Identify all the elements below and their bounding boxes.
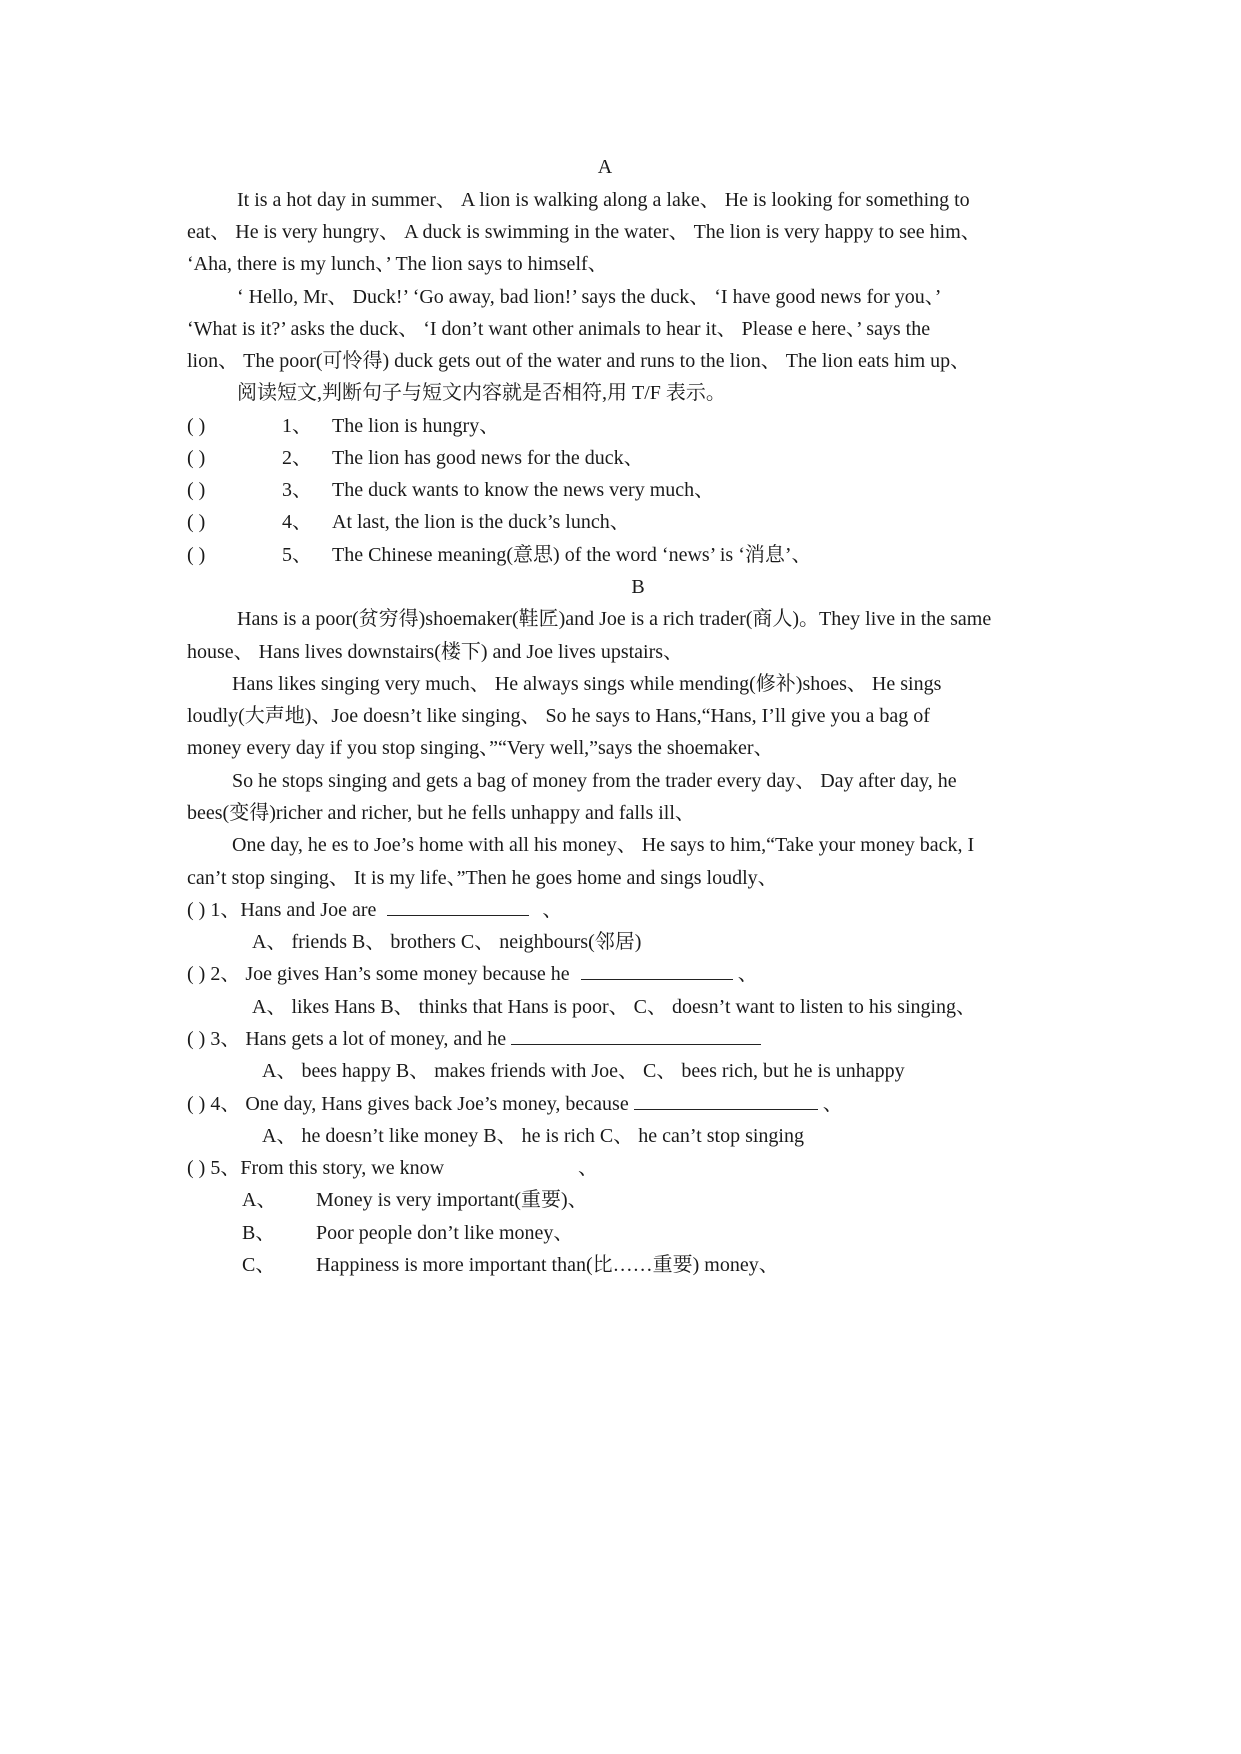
mc-question-5-option-a-text: Money is very important(重要)、 — [316, 1189, 588, 1211]
section-b-paragraph2-line1: Hans likes singing very much、 He always sings while mending(修补)shoes、 He sings — [232, 673, 942, 695]
mc-question-4-answer-blank[interactable] — [634, 1108, 818, 1110]
mc-question-5-option-b-text: Poor people don’t like money、 — [316, 1222, 574, 1244]
section-a-paragraph2-line2: ‘What is it?’ asks the duck、 ‘I don’t want other animals to hear it、 Please e here、’ says the — [187, 318, 931, 340]
mc-question-4-tail: 、 — [822, 1093, 843, 1115]
mc-question-2-stem: ( ) 2、 Joe gives Han’s some money because he — [187, 963, 570, 985]
question-text-2: The lion has good news for the duck、 — [332, 447, 644, 469]
mc-question-1-tail: 、 — [542, 899, 563, 921]
mc-question-4 — [187, 1094, 843, 1114]
question-text-4: At last, the lion is the duck’s lunch、 — [332, 511, 630, 533]
section-b-paragraph3-line2: bees(变得)richer and richer, but he fells unhappy and falls ill、 — [187, 802, 695, 824]
section-a-paragraph1-line2: eat、 He is very hungry、 A duck is swimming in the water、 The lion is very happy to see him、 — [187, 221, 981, 243]
tf-answer-blank-3[interactable]: ( ) — [187, 479, 206, 501]
mc-question-5-option-b-letter: B、 — [242, 1222, 276, 1244]
mc-question-4-options: A、 he doesn’t like money B、 he is rich C、 he can’t stop singing — [262, 1125, 804, 1147]
mc-question-1 — [187, 900, 562, 920]
section-b-paragraph1-line1: Hans is a poor(贫穷得)shoemaker(鞋匠)and Joe is a rich trader(商人)。They live in the same — [237, 608, 992, 630]
section-b-paragraph2-line2: loudly(大声地)、Joe doesn’t like singing、 So he says to Hans,“Hans, I’ll give you a bag of — [187, 705, 930, 727]
mc-question-5-option-c-letter: C、 — [242, 1254, 276, 1276]
mc-question-2 — [187, 964, 758, 984]
mc-question-1-options: A、 friends B、 brothers C、 neighbours(邻居) — [252, 931, 642, 953]
question-number-5: 5、 — [282, 544, 312, 566]
mc-question-2-answer-blank[interactable] — [581, 978, 733, 980]
mc-question-1-answer-blank[interactable] — [387, 914, 529, 916]
tf-answer-blank-5[interactable]: ( ) — [187, 544, 206, 566]
section-b-paragraph2-line3: money every day if you stop singing、”“Very well,”says the shoemaker、 — [187, 737, 774, 759]
mc-question-4-stem: ( ) 4、 One day, Hans gives back Joe’s money, because — [187, 1093, 629, 1115]
question-number-2: 2、 — [282, 447, 312, 469]
tf-answer-blank-1[interactable]: ( ) — [187, 415, 206, 437]
section-a-paragraph1-line1: It is a hot day in summer、 A lion is walking along a lake、 He is looking for something to — [237, 189, 970, 211]
mc-question-2-options: A、 likes Hans B、 thinks that Hans is poor、 C、 doesn’t want to listen to his singing、 — [252, 996, 977, 1018]
section-a-paragraph1-line3: ‘Aha, there is my lunch、’ The lion says to himself、 — [187, 253, 608, 275]
mc-question-2-tail: 、 — [737, 963, 758, 985]
section-b-paragraph4-line2: can’t stop singing、 It is my life、”Then he goes home and sings loudly、 — [187, 867, 778, 889]
mc-question-5-stem: ( ) 5、From this story, we know — [187, 1157, 445, 1179]
section-a-paragraph2-line1: ‘ Hello, Mr、 Duck!’ ‘Go away, bad lion!’ says the duck、 ‘I have good news for you、’ — [237, 286, 942, 308]
mc-question-5 — [187, 1158, 598, 1178]
section-b-paragraph3-line1: So he stops singing and gets a bag of money from the trader every day、 Day after day, he — [232, 770, 957, 792]
tf-answer-blank-4[interactable]: ( ) — [187, 511, 206, 533]
section-a-paragraph2-line3: lion、 The poor(可怜得) duck gets out of the water and runs to the lion、 The lion eats him up、 — [187, 350, 971, 372]
question-text-1: The lion is hungry、 — [332, 415, 500, 437]
section-a-heading: A — [597, 156, 613, 178]
mc-question-3 — [187, 1029, 761, 1049]
section-b-paragraph4-line1: One day, he es to Joe’s home with all his money、 He says to him,“Take your money back, I — [232, 834, 975, 856]
mc-question-3-stem: ( ) 3、 Hans gets a lot of money, and he — [187, 1028, 507, 1050]
mc-question-3-answer-blank[interactable] — [511, 1043, 761, 1045]
question-number-1: 1、 — [282, 415, 312, 437]
mc-question-5-tail: 、 — [578, 1157, 599, 1179]
section-b-heading: B — [631, 576, 645, 598]
question-number-4: 4、 — [282, 511, 312, 533]
mc-question-5-option-a-letter: A、 — [242, 1189, 277, 1211]
section-a-instruction: 阅读短文,判断句子与短文内容就是否相符,用 T/F 表示。 — [237, 382, 726, 404]
mc-question-3-options: A、 bees happy B、 makes friends with Joe、 C、 bees rich, but he is unhappy — [262, 1060, 905, 1082]
question-number-3: 3、 — [282, 479, 312, 501]
section-b-paragraph1-line2: house、 Hans lives downstairs(楼下) and Joe lives upstairs、 — [187, 641, 684, 663]
tf-answer-blank-2[interactable]: ( ) — [187, 447, 206, 469]
question-text-3: The duck wants to know the news very much、 — [332, 479, 715, 501]
question-text-5: The Chinese meaning(意思) of the word ‘news’ is ‘消息’、 — [332, 544, 812, 566]
mc-question-1-stem: ( ) 1、Hans and Joe are — [187, 899, 377, 921]
mc-question-5-option-c-text: Happiness is more important than(比……重要) money、 — [316, 1254, 779, 1276]
